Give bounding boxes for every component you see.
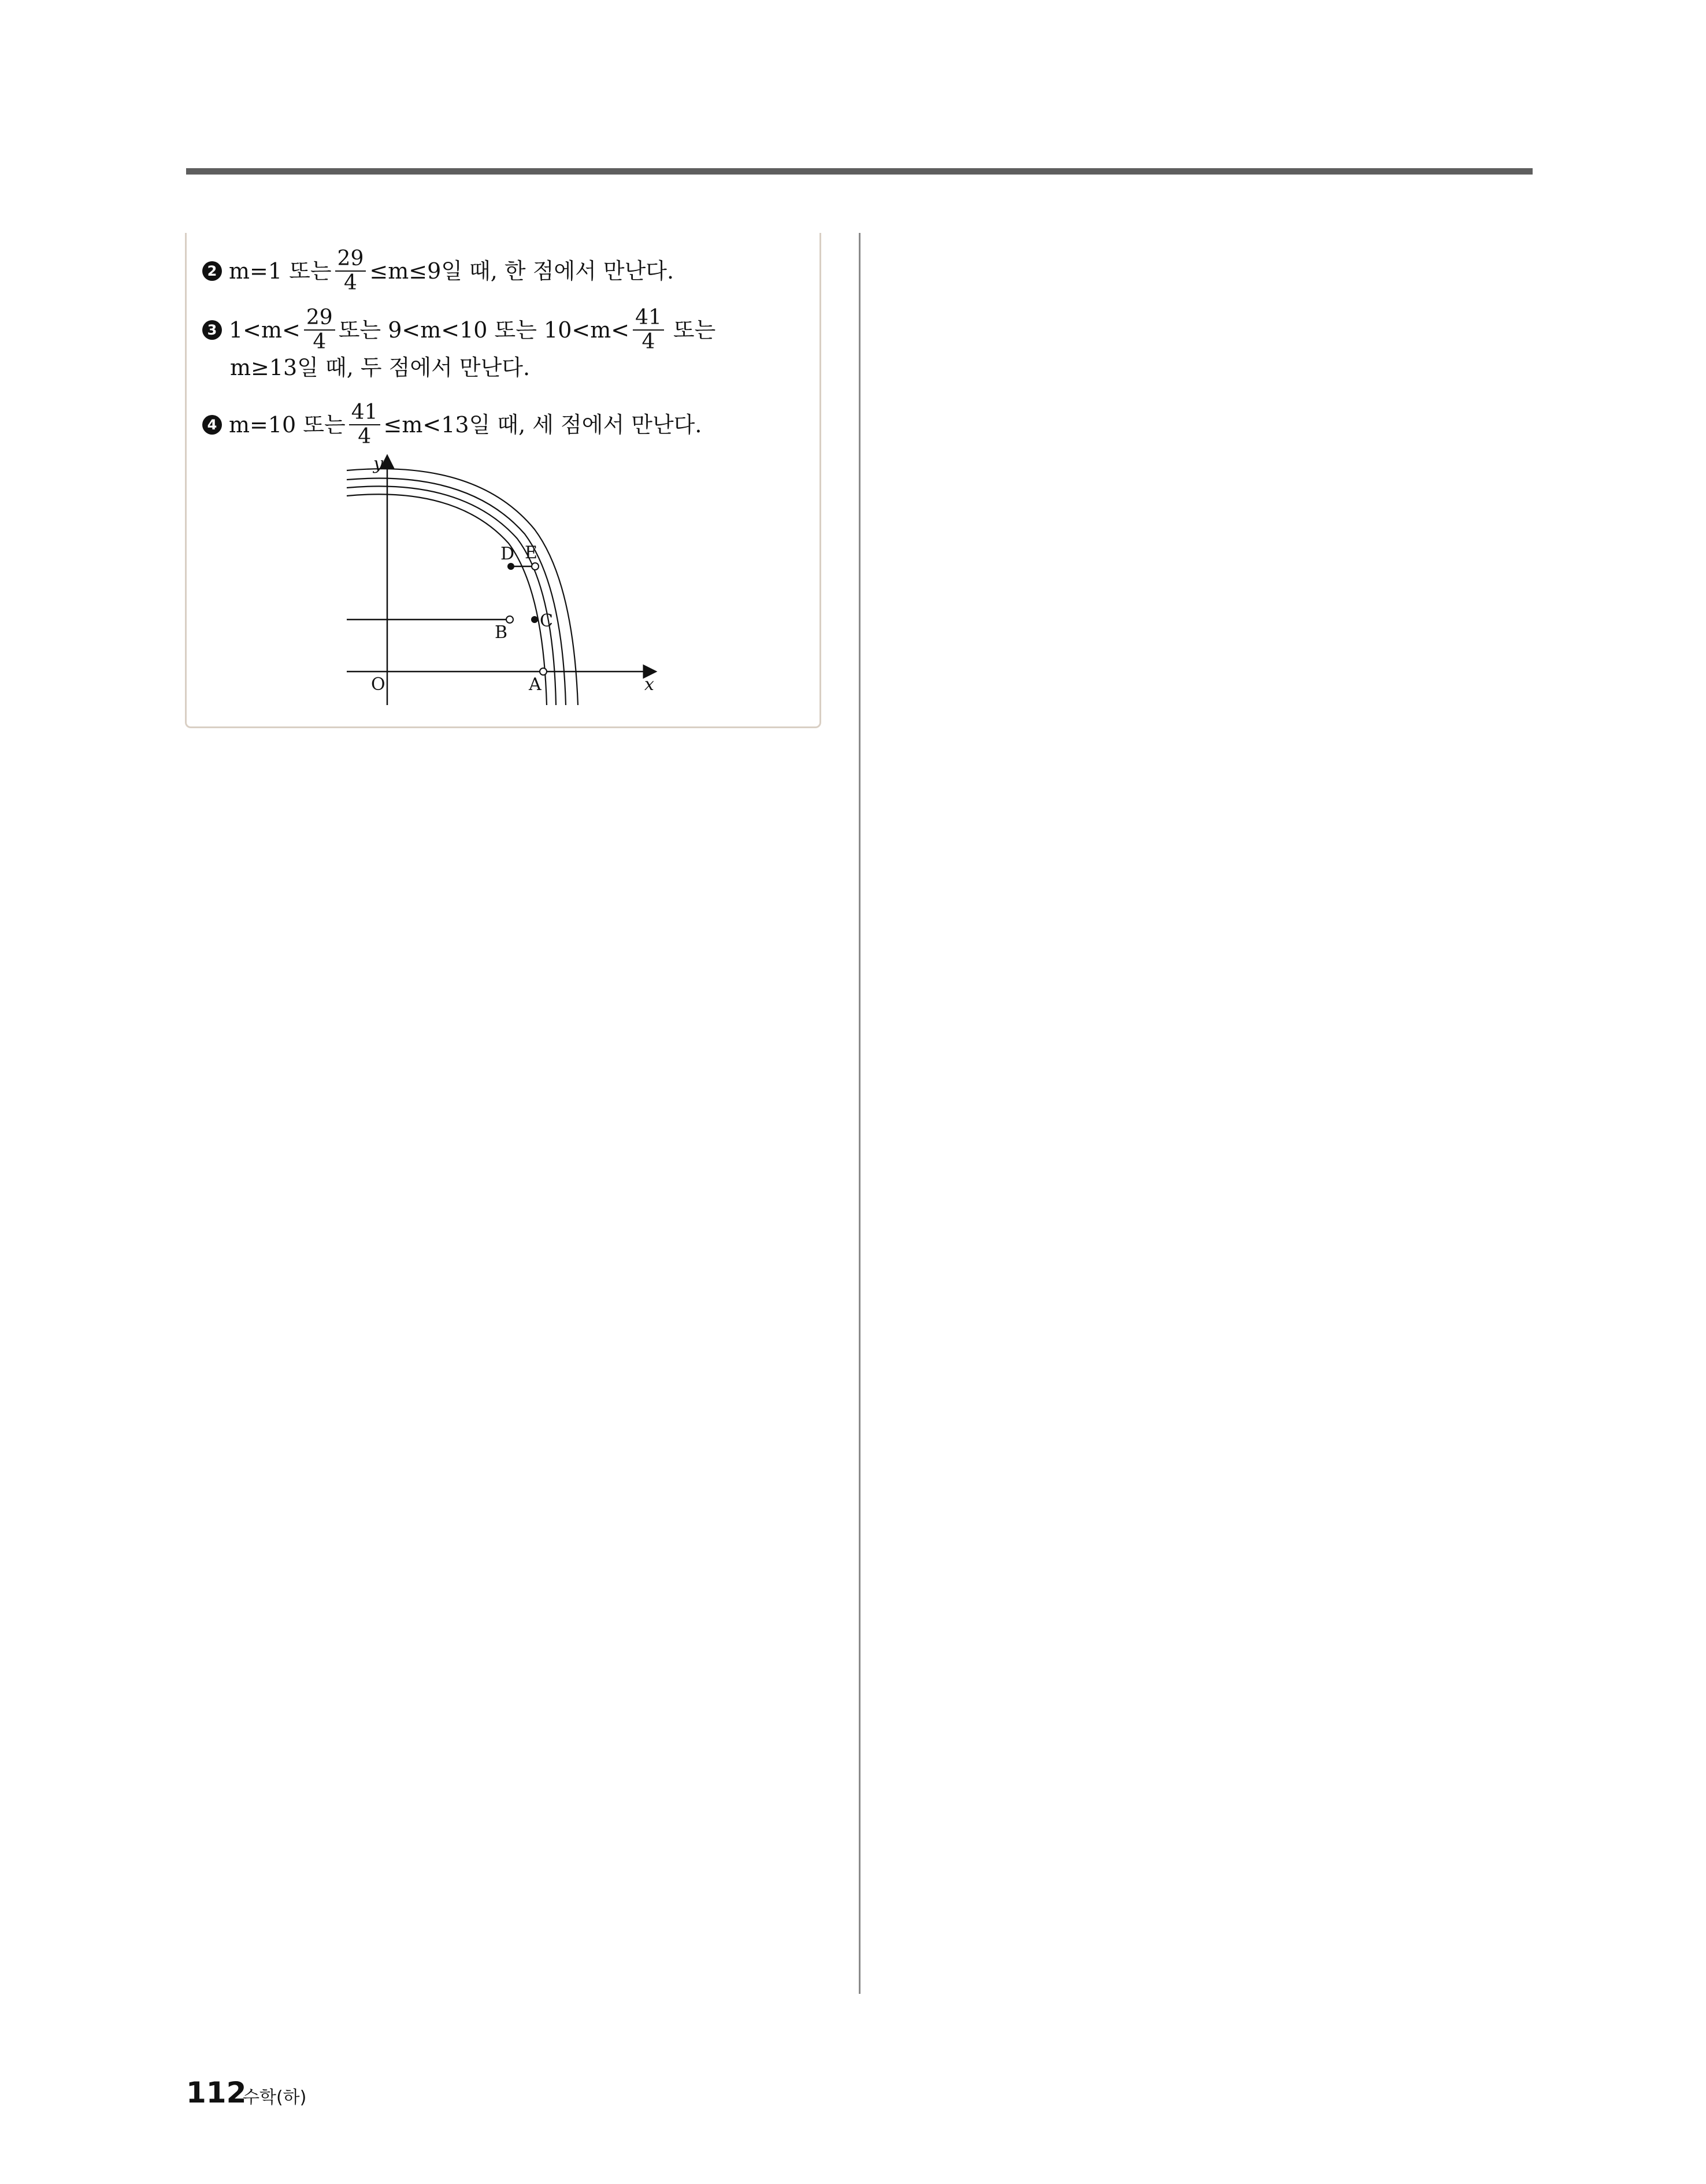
numerator: 41	[633, 306, 664, 331]
circled-number-4-icon: 4	[202, 415, 222, 435]
condition-line-2	[202, 247, 674, 295]
text: m=1 또는	[229, 258, 332, 284]
point-e-label: E	[525, 543, 537, 563]
numerator: 29	[304, 306, 335, 331]
denominator: 4	[313, 330, 327, 354]
fraction	[633, 306, 664, 354]
condition-line-4	[202, 401, 702, 448]
text: ≤m<13일 때, 세 점에서 만난다.	[383, 412, 702, 437]
circle-figure	[341, 454, 665, 711]
point-d-label: D	[500, 544, 515, 564]
point-c	[531, 616, 538, 623]
text: m≥13일 때, 두 점에서 만난다.	[230, 355, 531, 380]
text: 또는	[673, 317, 716, 343]
circled-number-2-icon: 2	[202, 261, 222, 281]
condition-line-3	[202, 306, 715, 354]
book-title: 수학(하)	[243, 2087, 307, 2108]
fraction	[349, 401, 380, 448]
circled-number-3-icon: 3	[202, 320, 222, 340]
y-axis-label: y	[373, 454, 383, 474]
point-b-label: B	[495, 622, 508, 643]
text: 또는 9<m<10 또는 10<m<	[338, 317, 630, 343]
point-e	[532, 563, 539, 570]
fraction	[335, 247, 366, 295]
numerator: 29	[335, 247, 366, 272]
numerator: 41	[349, 401, 380, 425]
text: 1<m<	[229, 317, 301, 343]
fraction	[304, 306, 335, 354]
point-a-label: A	[529, 674, 542, 695]
text: m=10 또는	[229, 412, 346, 437]
figure-svg	[341, 454, 665, 711]
denominator: 4	[344, 271, 357, 295]
x-axis-label: x	[644, 674, 654, 695]
origin-label: O	[371, 674, 385, 695]
header-rule	[186, 168, 1533, 175]
condition-line-3-cont	[230, 355, 530, 380]
point-c-label: C	[540, 611, 553, 631]
denominator: 4	[641, 330, 655, 354]
text: ≤m≤9일 때, 한 점에서 만난다.	[369, 258, 674, 284]
page-number: 112	[186, 2076, 247, 2109]
denominator: 4	[358, 425, 372, 448]
column-divider	[859, 233, 861, 1994]
